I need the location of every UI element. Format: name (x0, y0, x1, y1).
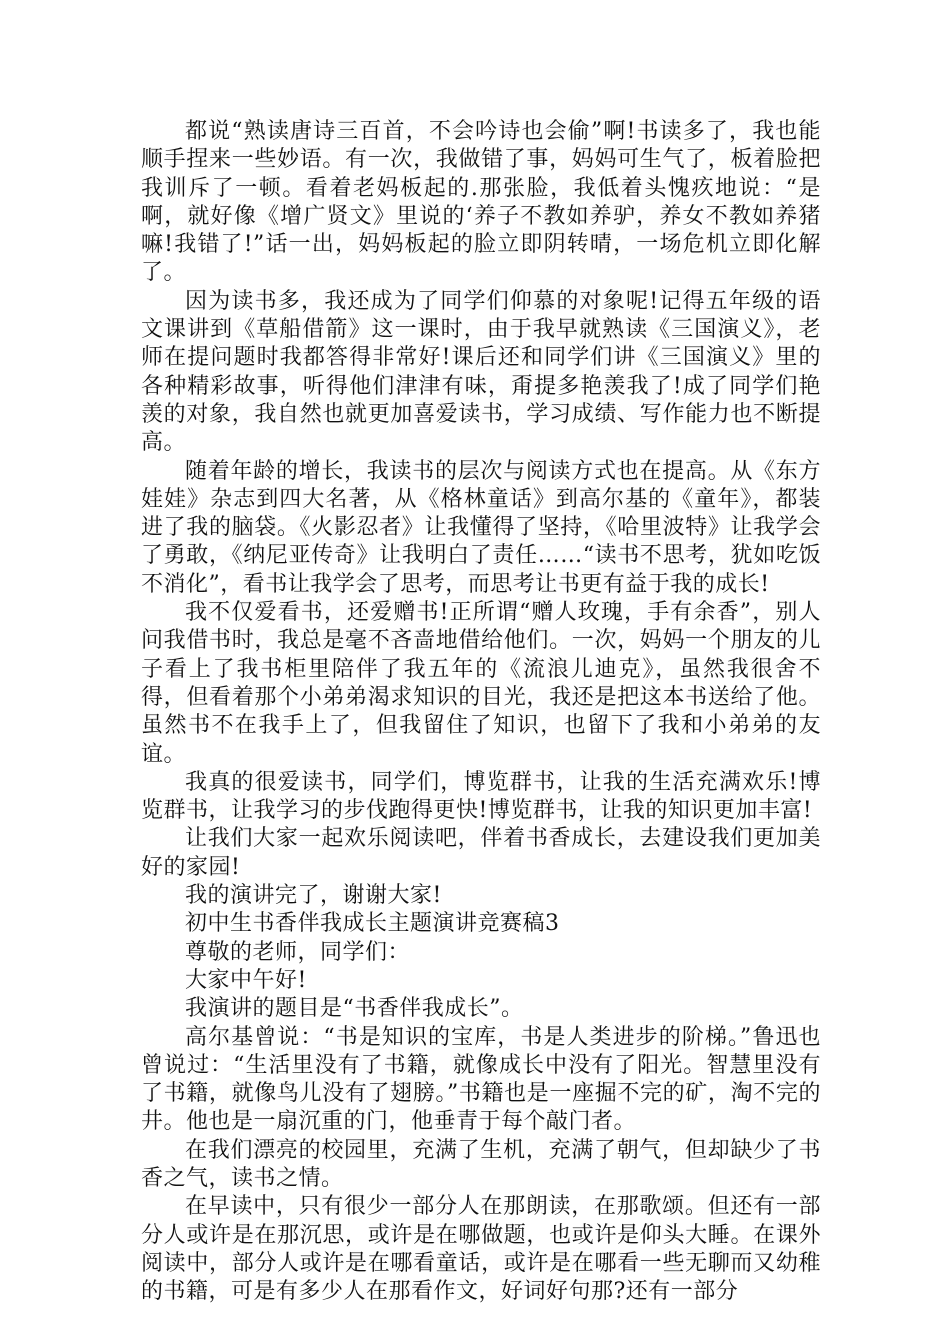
paragraph-morning-reading: 在早读中，只有很少一部分人在那朗读，在那歌颂。但还有一部分人或许是在那沉思，或许是在哪做题，也或许是仰头大睡。在课外阅读中，部分人或许是在哪看童话，或许是在哪看一些无聊而又幼稚的书籍，可是有多少人在那看作文，好词好句那?还有一部分 (141, 1194, 821, 1305)
paragraph-giving-books: 我不仅爱看书，还爱赠书!正所谓“赠人玫瑰，手有余香”，别人问我借书时，我总是毫不吝啬地借给他们。一次，妈妈一个朋友的儿子看上了我书柜里陪伴了我五年的《流浪儿迪克》，虽然我很舍不得，但看着那个小弟弟渴求知识的目光，我还是把这本书送给了他。虽然书不在我手上了，但我留住了知识，也留下了我和小弟弟的友谊。 (141, 600, 821, 767)
document-page (141, 118, 821, 1306)
paragraph-closing: 我的演讲完了，谢谢大家! (185, 883, 442, 909)
paragraph-salutation: 尊敬的老师，同学们： (185, 939, 411, 965)
paragraph-love-reading: 我真的很爱读书，同学们，博览群书，让我的生活充满欢乐!博览群书，让我学习的步伐跑得更快!博览群书，让我的知识更加丰富! (141, 769, 821, 824)
paragraph-call-to-action: 让我们大家一起欢乐阅读吧，伴着书香成长，去建设我们更加美好的家园! (141, 826, 821, 880)
paragraph-admired-by-classmates: 因为读书多，我还成为了同学们仰慕的对象呢!记得五年级的语文课讲到《草船借箭》这一课时，由于我早就熟读《三国演义》，老师在提问题时我都答得非常好!课后还和同学们讲《三国演义》里的各种精彩故事，听得他们津津有味，甭提多艳羡我了!成了同学们艳羡的对象，我自然也就更加喜爱读书，学习成绩、写作能力也不断提高。 (141, 288, 821, 456)
section-heading: 初中生书香伴我成长主题演讲竞赛稿3 (185, 911, 560, 937)
paragraph-reading-quotes: 都说“熟读唐诗三百首，不会吟诗也会偷”啊!书读多了，我也能顺手捏来一些妙语。有一次，我做错了事，妈妈可生气了，板着脸把我训斥了一顿。看着老妈板起的.那张脸，我低着头愧疚地说：“是啊，就好像《增广贤文》里说的‘养子不教如养驴，养女不教如养猪嘛!我错了!”话一出，妈妈板起的脸立即阴转晴，一场危机立即化解了。 (141, 119, 821, 286)
paragraph-speech-topic: 我演讲的题目是“书香伴我成长”。 (185, 996, 524, 1022)
paragraph-famous-quotes: 高尔基曾说：“书是知识的宝库，书是人类进步的阶梯。”鲁迅也曾说过：“生活里没有了书籍，就像成长中没有了阳光。智慧里没有了书籍，就像鸟儿没有了翅膀。”书籍也是一座掘不完的矿，淘不完的井。他也是一扇沉重的门，他垂青于每个敲门者。 (141, 1024, 821, 1135)
paragraph-reading-growth: 随着年龄的增长，我读书的层次与阅读方式也在提高。从《东方娃娃》杂志到四大名著，从《格林童话》到高尔基的《童年》，都装进了我的脑袋。《火影忍者》让我懂得了坚持，《哈里波特》让我学会了勇敢，《纳尼亚传奇》让我明白了责任……“读书不思考，犹如吃饭不消化”，看书让我学会了思考，而思考让书更有益于我的成长! (141, 458, 821, 597)
paragraph-greeting: 大家中午好! (185, 967, 307, 993)
paragraph-campus: 在我们漂亮的校园里，充满了生机，充满了朝气，但却缺少了书香之气，读书之情。 (141, 1137, 821, 1191)
